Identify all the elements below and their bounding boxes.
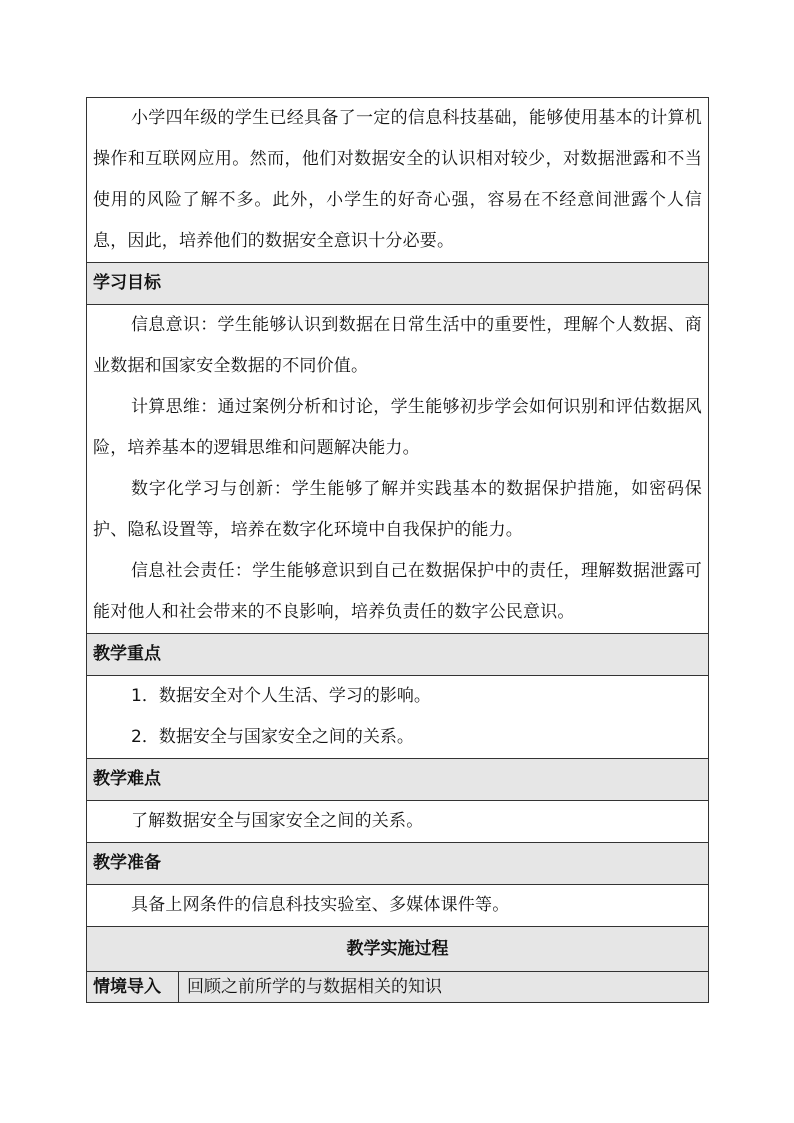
difficulties-heading-row	[87, 759, 709, 801]
objectives-heading: 学习目标	[87, 263, 709, 305]
process-heading: 教学实施过程	[87, 927, 709, 972]
key-points-heading: 教学重点	[87, 634, 709, 676]
key-points-heading-row	[87, 634, 709, 676]
process-row	[87, 972, 709, 1003]
preparation-heading-row	[87, 843, 709, 885]
key-points-content-row	[87, 676, 709, 759]
objectives-heading-row	[87, 263, 709, 305]
difficulties-heading: 教学难点	[87, 759, 709, 801]
student-analysis-paragraph: 小学四年级的学生已经具备了一定的信息科技基础，能够使用基本的计算机操作和互联网应用。然而，他们对数据安全的认识相对较少，对数据泄露和不当使用的风险了解不多。此外，小学生的好奇心强，容易在不经意间泄露个人信息，因此，培养他们的数据安全意识十分必要。	[93, 108, 703, 251]
process-heading-row	[87, 927, 709, 972]
process-stage-description: 回顾之前所学的与数据相关的知识	[179, 972, 709, 1003]
difficulties-text: 了解数据安全与国家安全之间的关系。	[131, 811, 424, 831]
preparation-heading: 教学准备	[87, 843, 709, 885]
objectives-content-row	[87, 305, 709, 634]
objective-information-awareness: 信息意识：学生能够认识到数据在日常生活中的重要性，理解个人数据、商业数据和国家安全数据的不同价值。	[93, 315, 703, 376]
preparation-content-row	[87, 885, 709, 927]
preparation-text: 具备上网条件的信息科技实验室、多媒体课件等。	[131, 895, 510, 915]
key-point-item: 2．数据安全与国家安全之间的关系。	[131, 727, 414, 747]
lesson-plan-table	[86, 97, 709, 1003]
objective-computational-thinking: 计算思维：通过案例分析和讨论，学生能够初步学会如何识别和评估数据风险，培养基本的逻辑思维和问题解决能力。	[93, 397, 703, 458]
difficulties-content-row	[87, 801, 709, 843]
process-stage-label: 情境导入	[87, 972, 179, 1003]
key-point-item: 1．数据安全对个人生活、学习的影响。	[131, 686, 431, 706]
objective-digital-learning: 数字化学习与创新：学生能够了解并实践基本的数据保护措施，如密码保护、隐私设置等，培养在数字化环境中自我保护的能力。	[93, 479, 703, 540]
lesson-plan-page	[86, 97, 708, 1003]
objective-social-responsibility: 信息社会责任：学生能够意识到自己在数据保护中的责任，理解数据泄露可能对他人和社会带来的不良影响，培养负责任的数字公民意识。	[93, 561, 703, 622]
intro-row	[87, 98, 709, 263]
